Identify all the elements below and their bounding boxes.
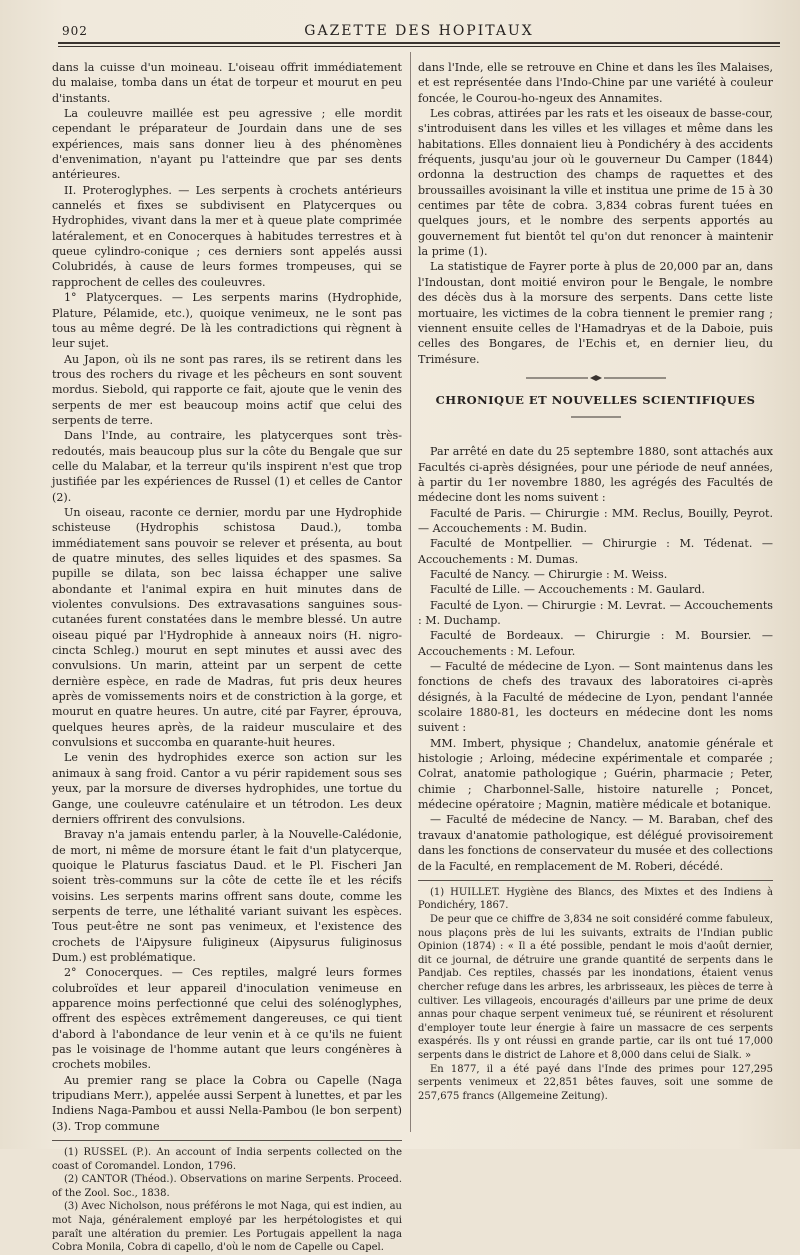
paragraph: La statistique de Fayrer porte à plus de 20,000 par an, dans l'Indoustan, dont moitié environ pour le Bengale, le nombre des décès dus à la morsure des serpents. Dans cette liste mortuaire, les victimes de la cobra tiennent le premier rang ; viennent ensuite celles de l'Hamadryas et de la Daboie, puis celles des Bongares, de l'Echis et, en dernier lieu, du Trimésure.	[418, 260, 773, 366]
paragraph: Les cobras, attirées par les rats et les oiseaux de basse-cour, s'introduisent dans les villes et les villages et même dans les habitations. Elles donnaient lieu à Pondichéry à des accidents fréquents, jusqu'au jour où le gouverneur Du Camper (1844) ordonna la destruction des champs de raquettes et des broussailles avoisinant la ville et institua une prime de 15 à 30 centimes par tête de cobra. 3,834 cobras furent tuées en quelques jours, et le nombre des serpents apportés au gouvernement fut bientôt tel qu'on dut renoncer à maintenir la prime (1).	[418, 107, 773, 259]
paragraph: MM. Imbert, physique ; Chandelux, anatomie générale et histologie ; Arloing, médecine expérimentale et comparée ; Colrat, anatomie pathologique ; Guérin, pharmacie ; Peter, chimie ; Charbonnel-Salle, histoire naturelle ; Poncet, médecine opératoire ; Magnin, matière médicale et botanique.	[418, 736, 773, 812]
paragraph: 2° Conocerques. — Ces reptiles, malgré leurs formes colubroïdes et leur appareil d'inoculation venimeuse en apparence moins perfectionné que celui des solénoglyphes, offrent des espèces extrêmement dangereuses, ce qui tient d'abord à l'abondance de leur venin et à ce qu'ils ne fuient pas le voisinage de l'homme autant que leurs congénères à crochets mobiles.	[52, 966, 402, 1072]
paragraph: Faculté de Lyon. — Chirurgie : M. Levrat. — Accouchements : M. Duchamp.	[418, 598, 773, 627]
paragraph: Le venin des hydrophides exerce son action sur les animaux à sang froid. Cantor a vu périr rapidement sous ses yeux, par la morsure de diverses hydrophides, une tortue du Gange, une couleuvre caténulaire et un tétrodon. Les deux derniers offrirent des convulsions.	[52, 751, 402, 826]
footnote: (3) Avec Nicholson, nous préférons le mot Naga, qui est indien, au mot Naja, généralement employé par les herpétologistes et qui paraît une altération du premier. Les Portugais appellent la naga Cobra Monila, Cobra di capello, d'où le nom de Capelle ou Capel.	[52, 1201, 402, 1254]
paragraph: — Faculté de médecine de Nancy. — M. Baraban, chef des travaux d'anatomie pathologique, est délégué provisoirement dans les fonctions de conservateur du musée et des collections de la Faculté, en remplacement de M. Roberi, décédé.	[418, 813, 773, 873]
left-column	[52, 60, 402, 1255]
paragraph: La couleuvre maillée est peu agressive ; elle mordit cependant le préparateur de Jourdain dans une de ses expériences, mais sans donner lieu à des phénomènes d'envenimation, n'ayant pu l'atteindre que par ses dents antérieures.	[52, 107, 402, 182]
heading-underline	[571, 414, 621, 420]
section-ornament	[526, 373, 666, 383]
column-divider	[410, 52, 411, 1132]
footnote: (1) RUSSEL (P.). An account of India serpents collected on the coast of Coromandel. London, 1796.	[52, 1147, 402, 1172]
paragraph: Bravay n'a jamais entendu parler, à la Nouvelle-Calédonie, de mort, ni même de morsure étant le fait d'un platycerque, quoique le Platurus fasciatus Daud. et le Pl. Fischeri Jan soient très-communs sur la côte de cette île et les récifs voisins. Les serpents marins offrent sans doute, comme les serpents de terre, une léthalité variant suivant les espèces. Tous peut-être ne sont pas venimeux, et l'existence des crochets de l'Aipysure fuligineux (Aipysurus fuliginosus Dum.) est problématique.	[52, 828, 402, 964]
paragraph: dans la cuisse d'un moineau. L'oiseau offrit immédiatement du malaise, tomba dans un état de torpeur et mourut en peu d'instants.	[52, 61, 402, 105]
right-footnotes	[418, 886, 773, 1104]
left-footnotes	[52, 1146, 402, 1255]
paragraph: Faculté de Paris. — Chirurgie : MM. Reclus, Bouilly, Peyrot. — Accouchements : M. Budin.	[418, 506, 773, 535]
page-header	[58, 20, 780, 40]
paragraph: Faculté de Montpellier. — Chirurgie : M. Tédenat. — Accouchements : M. Dumas.	[418, 537, 773, 566]
paragraph: Faculté de Nancy. — Chirurgie : M. Weiss.	[430, 567, 668, 581]
header-rule	[58, 42, 780, 44]
paragraph: — Faculté de médecine de Lyon. — Sont maintenus dans les fonctions de chefs des travaux des laboratoires ci-après désignés, à la Faculté de médecine de Lyon, pendant l'année scolaire 1880-81, les docteurs en médecine dont les noms suivent :	[418, 660, 773, 735]
paragraph: Au Japon, où ils ne sont pas rares, ils se retirent dans les trous des rochers du rivage et les pêcheurs en sont souvent mordus. Siebold, qui rapporte ce fait, ajoute que le venin des serpents de mer est beaucoup moins actif que celui des serpents de terre.	[52, 352, 402, 427]
journal-title: GAZETTE DES HOPITAUX	[304, 23, 534, 39]
paragraph: Dans l'Inde, au contraire, les platycerques sont très-redoutés, mais beaucoup plus sur la côte du Bengale que sur celle du Malabar, et la terreur qu'ils inspirent n'est que trop justifiée par les expériences de Russel (1) et celles de Cantor (2).	[52, 429, 402, 504]
page-number: 902	[62, 24, 88, 38]
header-rule-thin	[58, 46, 780, 47]
paragraph: Au premier rang se place la Cobra ou Capelle (Naga tripudians Merr.), appelée aussi Serpent à lunettes, et par les Indiens Naga-Pambou et aussi Nella-Pambou (le bon serpent) (3). Trop commune	[52, 1073, 402, 1133]
right-column	[418, 60, 773, 1103]
paragraph: Par arrêté en date du 25 septembre 1880, sont attachés aux Facultés ci-après désignées, pour une période de neuf années, à partir du 1er novembre 1880, les agrégés des Facultés de médecine dont les noms suivent :	[418, 445, 773, 505]
paragraph: 1° Platycerques. — Les serpents marins (Hydrophide, Plature, Pélamide, etc.), quoique venimeux, ne le sont pas tous au même degré. De là les contradictions qui règnent à leur sujet.	[52, 291, 402, 351]
paragraph: Faculté de Lille. — Accouchements : M. Gaulard.	[430, 583, 705, 597]
paragraph: dans l'Inde, elle se retrouve en Chine et dans les îles Malaises, et est représentée dans l'Indo-Chine par une variété à couleur foncée, le Courou-ho-ngeux des Annamites.	[418, 61, 773, 105]
paragraph: II. Proteroglyphes. — Les serpents à crochets antérieurs cannelés et fixes se subdivisent en Platycerques ou Hydrophides, vivant dans la mer et à queue plate comprimée latéralement, et en Conocerques à habitudes terrestres et à queue cylindro-conique ; ces derniers sont appelés aussi Colubridés, à cause de leurs formes trompeuses, qui se rapprochent de celles des couleuvres.	[52, 183, 402, 289]
section-heading: CHRONIQUE ET NOUVELLES SCIENTIFIQUES	[435, 392, 756, 407]
footnote: (2) CANTOR (Théod.). Observations on marine Serpents. Proceed. of the Zool. Soc., 1838.	[52, 1174, 402, 1199]
paragraph: Faculté de Bordeaux. — Chirurgie : M. Boursier. — Accouchements : M. Lefour.	[418, 629, 773, 658]
footnote: (1) HUILLET. Hygiène des Blancs, des Mixtes et des Indiens à Pondichéry, 1867.	[418, 886, 773, 912]
footnote: De peur que ce chiffre de 3,834 ne soit considéré comme fabuleux, nous plaçons près de lui les suivants, extraits de l'Indian public Opinion (1874) : « Il a été possible, pendant le mois d'août dernier, dit ce journal, de détruire une grande quantité de serpents dans le Pandjab. Ces reptiles, chassés par les inondations, étaient venus chercher refuge dans les arbres, les arbrisseaux, les pièces de terre à cultiver. Les villageois, encouragés d'ailleurs par une prime de deux annas pour chaque serpent venimeux tué, se réunirent et résolurent d'employer toute leur énergie à faire un massacre de ces serpents exaspérés. Ils y ont réussi en grande partie, car ils ont tué 17,000 serpents dans le district de Lahore et 8,000 dans celui de Sialk. »	[418, 914, 773, 1061]
footnote-rule	[418, 880, 773, 881]
footnote: En 1877, il a été payé dans l'Inde des primes pour 127,295 serpents venimeux et 22,851 bêtes fauves, soit une somme de 257,675 francs (Allgemeine Zeitung).	[418, 1063, 773, 1102]
footnote-rule	[52, 1140, 402, 1141]
paragraph: Un oiseau, raconte ce dernier, mordu par une Hydrophide schisteuse (Hydrophis schistosa Daud.), tomba immédiatement sans pouvoir se relever et présenta, au bout de quatre minutes, des selles liquides et des spasmes. Sa pupille se dilata, son bec laissa échapper une salive abondante et l'animal expira en huit minutes dans de violentes convulsions. Des extravasations sanguines sous-cutanées furent constatées dans le membre blessé. Un autre oiseau piqué par l'Hydrophide à anneaux noirs (H. nigro-cincta Schleg.) mourut en sept minutes et aussi avec des convulsions. Un marin, atteint par un serpent de cette dernière espèce, en rade de Madras, fut pris deux heures après de vomissements noirs et de constriction à la gorge, et mourut en quatre heures. Un autre, cité par Fayrer, éprouva, quelques heures après, de la raideur musculaire et des convulsions et succomba en quarante-huit heures.	[52, 505, 402, 750]
